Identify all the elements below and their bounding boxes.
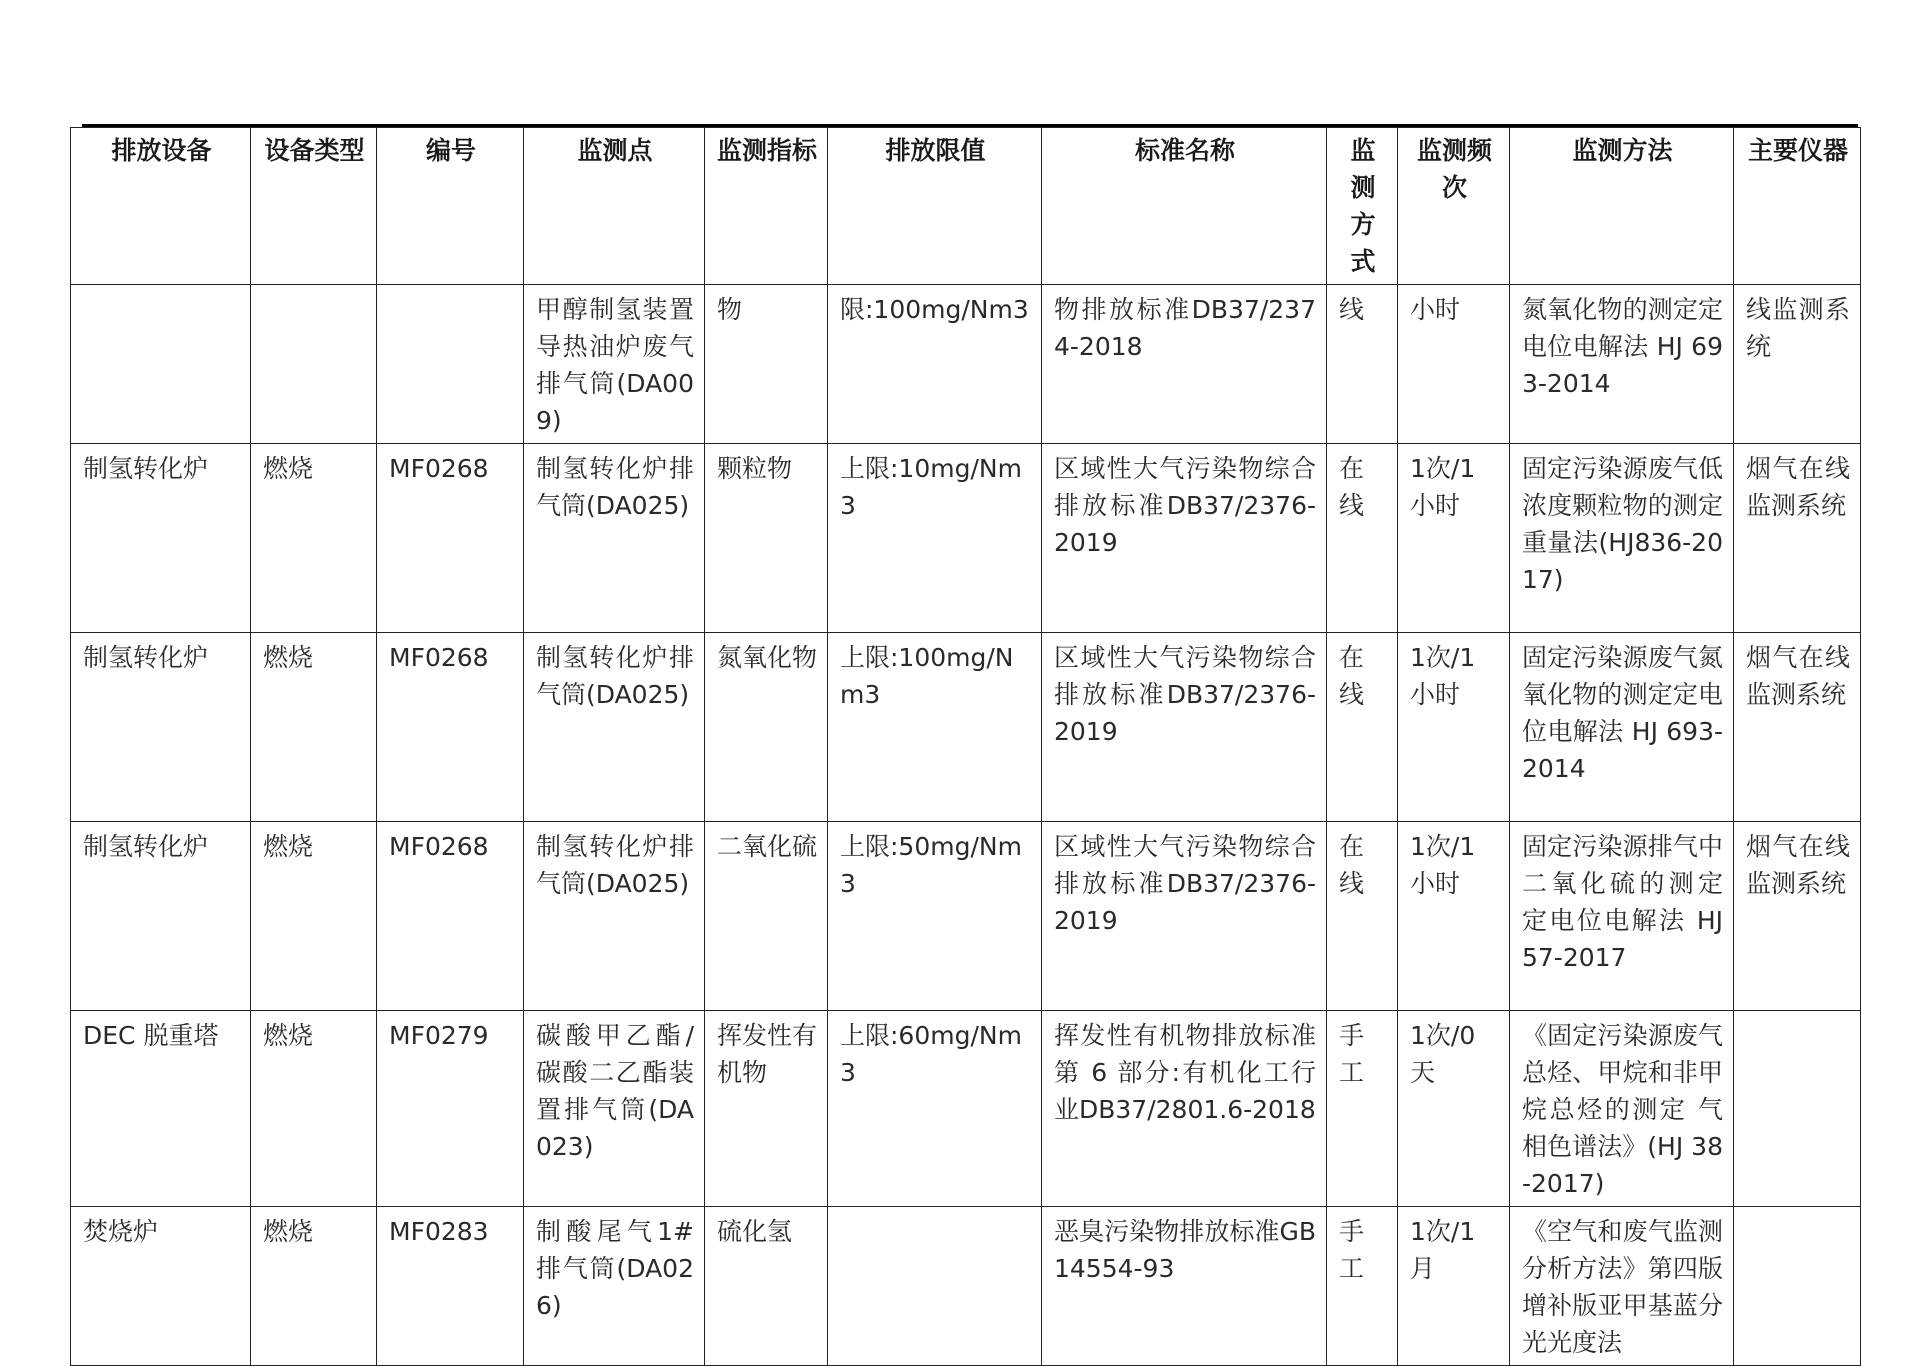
cell-method: 固定污染源废气低浓度颗粒物的测定 重量法(HJ836-2017) xyxy=(1510,444,1734,633)
cell-type: 燃烧 xyxy=(251,444,377,633)
cell-frequency: 1次/1小时 xyxy=(1398,444,1510,633)
cell-mode: 手工 xyxy=(1327,1207,1398,1366)
cell-instrument xyxy=(1734,1207,1861,1366)
cell-equipment: 制氢转化炉 xyxy=(71,822,251,1011)
cell-limit: 上限:10mg/Nm3 xyxy=(828,444,1042,633)
header-type: 设备类型 xyxy=(251,128,377,285)
cell-indicator: 硫化氢 xyxy=(705,1207,828,1366)
monitoring-table xyxy=(70,127,1861,1366)
cell-instrument: 线监测系统 xyxy=(1734,285,1861,444)
cell-standard: 区域性大气污染物综合排放标准DB37/2376-2019 xyxy=(1042,633,1327,822)
cell-limit xyxy=(828,1207,1042,1366)
table-row xyxy=(71,1011,1861,1207)
header-row xyxy=(71,128,1861,285)
cell-mode: 在线 xyxy=(1327,822,1398,1011)
header-equipment: 排放设备 xyxy=(71,128,251,285)
cell-mode: 在线 xyxy=(1327,444,1398,633)
cell-type: 燃烧 xyxy=(251,1207,377,1366)
cell-mode: 线 xyxy=(1327,285,1398,444)
cell-instrument: 烟气在线监测系统 xyxy=(1734,444,1861,633)
cell-code: MF0268 xyxy=(377,444,524,633)
cell-indicator: 颗粒物 xyxy=(705,444,828,633)
cell-standard: 物排放标准DB37/2374-2018 xyxy=(1042,285,1327,444)
cell-code: MF0268 xyxy=(377,822,524,1011)
cell-indicator: 物 xyxy=(705,285,828,444)
cell-point: 制氢转化炉排气筒(DA025) xyxy=(524,444,705,633)
cell-limit: 上限:60mg/Nm3 xyxy=(828,1011,1042,1207)
cell-standard: 恶臭污染物排放标准GB 14554-93 xyxy=(1042,1207,1327,1366)
cell-indicator: 氮氧化物 xyxy=(705,633,828,822)
cell-type xyxy=(251,285,377,444)
header-indicator: 监测指标 xyxy=(705,128,828,285)
table-row xyxy=(71,822,1861,1011)
cell-limit: 限:100mg/Nm3 xyxy=(828,285,1042,444)
header-instrument: 主要仪器 xyxy=(1734,128,1861,285)
cell-standard: 挥发性有机物排放标准第 6 部分:有机化工行业DB37/2801.6-2018 xyxy=(1042,1011,1327,1207)
cell-code: MF0279 xyxy=(377,1011,524,1207)
table-row xyxy=(71,444,1861,633)
table-row xyxy=(71,1207,1861,1366)
cell-instrument: 烟气在线监测系统 xyxy=(1734,822,1861,1011)
cell-instrument: 烟气在线监测系统 xyxy=(1734,633,1861,822)
cell-method: 氮氧化物的测定定电位电解法 HJ 693-2014 xyxy=(1510,285,1734,444)
cell-frequency: 1次/1小时 xyxy=(1398,822,1510,1011)
cell-code: MF0283 xyxy=(377,1207,524,1366)
cell-method: 《固定污染源废气 总烃、甲烷和非甲烷总烃的测定 气相色谱法》(HJ 38-2017) xyxy=(1510,1011,1734,1207)
cell-frequency: 1次/1月 xyxy=(1398,1207,1510,1366)
table-row xyxy=(71,285,1861,444)
header-standard: 标准名称 xyxy=(1042,128,1327,285)
cell-indicator: 挥发性有机物 xyxy=(705,1011,828,1207)
header-code: 编号 xyxy=(377,128,524,285)
cell-type: 燃烧 xyxy=(251,1011,377,1207)
cell-frequency: 1次/1小时 xyxy=(1398,633,1510,822)
cell-mode: 手工 xyxy=(1327,1011,1398,1207)
cell-equipment: 制氢转化炉 xyxy=(71,444,251,633)
cell-point: 碳酸甲乙酯/碳酸二乙酯装置排气筒(DA023) xyxy=(524,1011,705,1207)
cell-limit: 上限:50mg/Nm3 xyxy=(828,822,1042,1011)
cell-standard: 区域性大气污染物综合排放标准DB37/2376-2019 xyxy=(1042,822,1327,1011)
cell-point: 制氢转化炉排气筒(DA025) xyxy=(524,822,705,1011)
header-frequency: 监测频次 xyxy=(1398,128,1510,285)
cell-method: 固定污染源废气氮氧化物的测定定电位电解法 HJ 693-2014 xyxy=(1510,633,1734,822)
cell-type: 燃烧 xyxy=(251,822,377,1011)
cell-code xyxy=(377,285,524,444)
header-mode: 监测方式 xyxy=(1327,128,1398,285)
cell-equipment: 制氢转化炉 xyxy=(71,633,251,822)
cell-type: 燃烧 xyxy=(251,633,377,822)
cell-equipment xyxy=(71,285,251,444)
cell-frequency: 小时 xyxy=(1398,285,1510,444)
cell-equipment: 焚烧炉 xyxy=(71,1207,251,1366)
cell-point: 制酸尾气1#排气筒(DA026) xyxy=(524,1207,705,1366)
cell-code: MF0268 xyxy=(377,633,524,822)
cell-frequency: 1次/0天 xyxy=(1398,1011,1510,1207)
cell-equipment: DEC 脱重塔 xyxy=(71,1011,251,1207)
cell-method: 《空气和废气监测分析方法》第四版增补版亚甲基蓝分光光度法 xyxy=(1510,1207,1734,1366)
header-limit: 排放限值 xyxy=(828,128,1042,285)
cell-point: 制氢转化炉排气筒(DA025) xyxy=(524,633,705,822)
cell-mode: 在线 xyxy=(1327,633,1398,822)
cell-point: 甲醇制氢装置导热油炉废气排气筒(DA009) xyxy=(524,285,705,444)
header-point: 监测点 xyxy=(524,128,705,285)
table-row xyxy=(71,633,1861,822)
cell-indicator: 二氧化硫 xyxy=(705,822,828,1011)
cell-limit: 上限:100mg/Nm3 xyxy=(828,633,1042,822)
cell-standard: 区域性大气污染物综合排放标准DB37/2376-2019 xyxy=(1042,444,1327,633)
cell-instrument xyxy=(1734,1011,1861,1207)
header-method: 监测方法 xyxy=(1510,128,1734,285)
cell-method: 固定污染源排气中二氧化硫的测定 定电位电解法 HJ 57-2017 xyxy=(1510,822,1734,1011)
